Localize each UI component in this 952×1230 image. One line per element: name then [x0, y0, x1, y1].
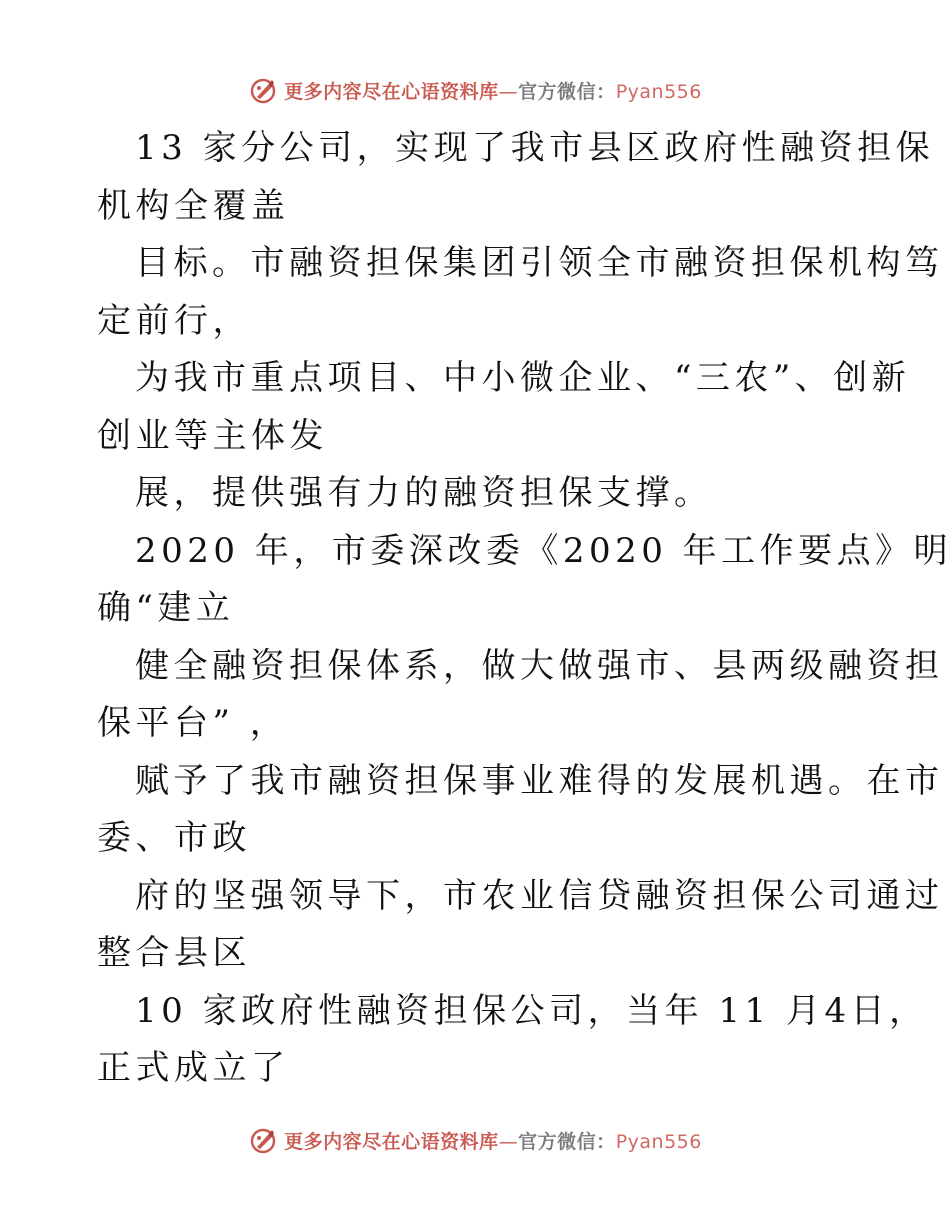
watermark-wechat-label: 官方微信： — [518, 80, 616, 103]
watermark-wechat-id: Pyan556 — [615, 1130, 702, 1153]
text-line: 目标。市融资担保集团引领全市融资担保机构笃 — [135, 243, 944, 283]
text-line: 为我市重点项目、中小微企业、“三农”、创新 — [135, 358, 911, 398]
text-line: 委、市政 — [97, 818, 251, 858]
text-line: 确“建立 — [97, 588, 235, 628]
text-line: 府的坚强领导下，市农业信贷融资担保公司通过 — [135, 875, 944, 916]
text-line: 展，提供强有力的融资担保支撑。 — [135, 473, 713, 513]
watermark-dash: — — [498, 80, 519, 103]
ink-pen-logo-icon — [248, 1125, 278, 1155]
watermark-dash: — — [498, 1130, 519, 1153]
text-line: 整合县区 — [97, 933, 251, 973]
document-body — [97, 120, 952, 1098]
text-line: 13 家分公司，实现了我市县区政府性融资担保 — [135, 128, 935, 168]
text-line: 赋予了我市融资担保事业难得的发展机遇。在市 — [135, 760, 944, 801]
header-watermark — [0, 70, 950, 110]
text-line: 健全融资担保体系，做大做强市、县两级融资担 — [135, 645, 944, 686]
ink-pen-logo-icon — [248, 75, 278, 105]
text-line: 正式成立了 — [97, 1048, 290, 1088]
watermark-main-text: 更多内容尽在心语资料库 — [284, 80, 499, 103]
watermark-wechat-label: 官方微信： — [518, 1130, 616, 1153]
text-line: 机构全覆盖 — [97, 185, 290, 226]
text-line: 10 家政府性融资担保公司，当年 11 月4日， — [135, 990, 928, 1031]
text-line: 创业等主体发 — [97, 415, 328, 456]
watermark-wechat-id: Pyan556 — [615, 80, 702, 103]
text-line: 2020 年，市委深改委《2020 年工作要点》明 — [135, 530, 952, 571]
text-line: 保平台” ， — [97, 703, 289, 743]
watermark-main-text: 更多内容尽在心语资料库 — [284, 1130, 499, 1153]
footer-watermark — [0, 1120, 950, 1160]
text-line: 定前行， — [97, 300, 251, 341]
